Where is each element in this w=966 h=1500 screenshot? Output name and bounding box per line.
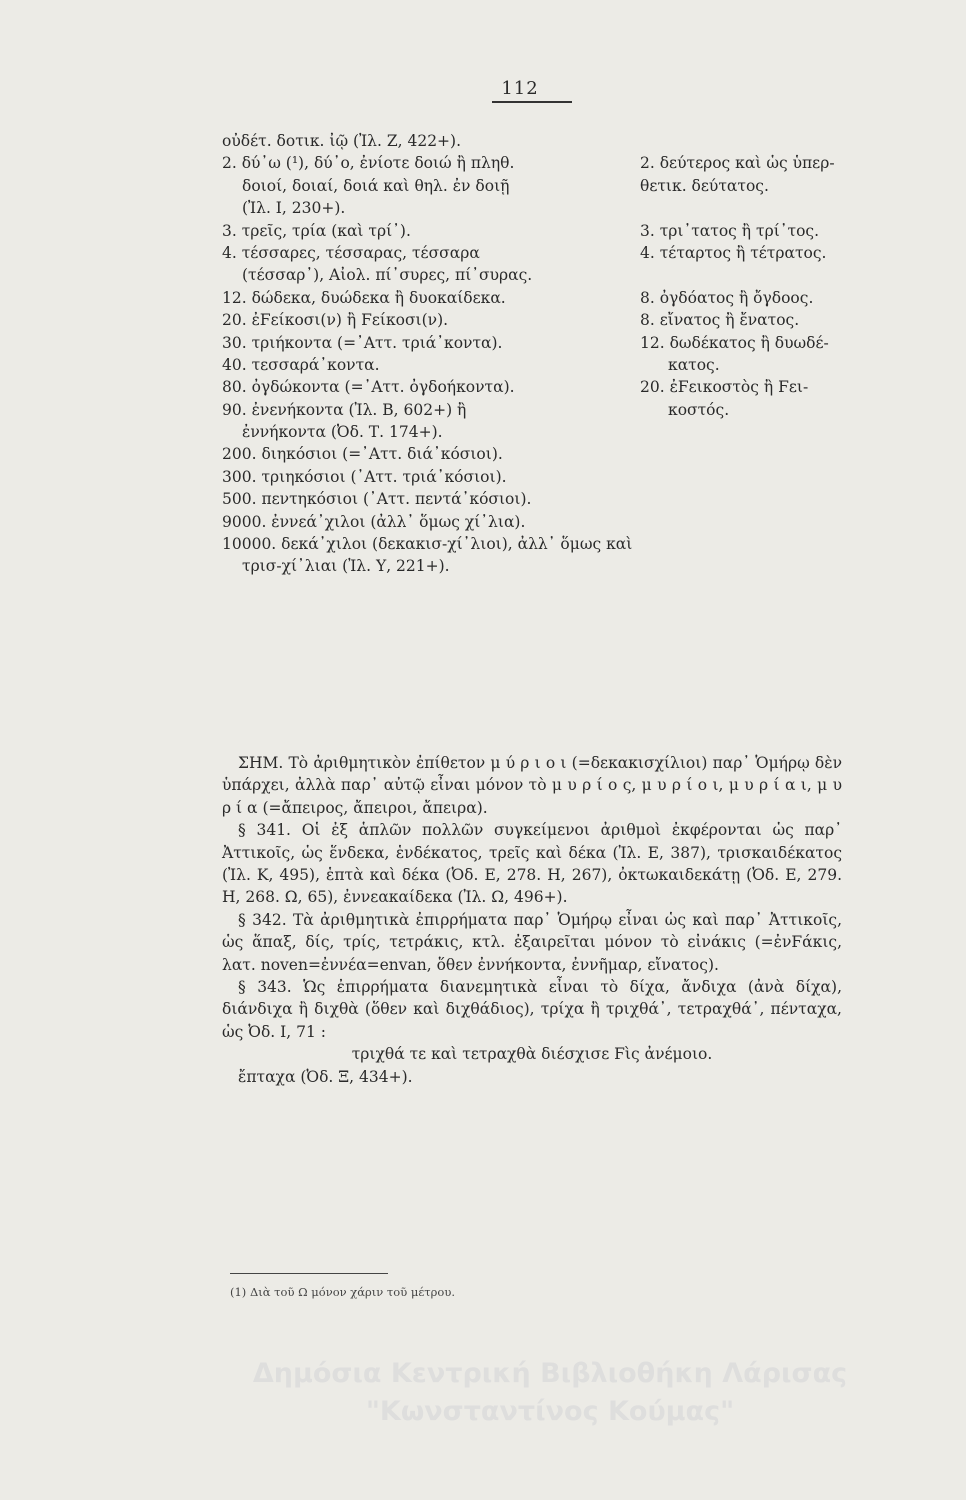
cardinal-entry: (Ἰλ. Ι, 230+).: [242, 199, 346, 218]
cardinal-entry: 200. διηκόσιοι (=᾽Αττ. διά᾽κόσιοι).: [222, 445, 503, 464]
cardinal-entry: 80. ὀγδώκοντα (=᾽Αττ. ὀγδοήκοντα).: [222, 378, 515, 397]
cardinal-entry: 9000. ἐννεά᾽χιλοι (ἀλλ᾽ ὅμως χί᾽λια).: [222, 512, 526, 531]
ordinal-entry: 20. ἐϜεικοστὸς ἢ Ϝει-: [640, 378, 809, 397]
body-text: [222, 752, 842, 1088]
numeral-row: [222, 376, 842, 398]
cardinal-entry: δοιοί, δοιαί, δοιά καὶ θηλ. ἐν δοιῇ: [242, 176, 510, 195]
cardinal-entry: 4. τέσσαρες, τέσσαρας, τέσσαρα: [222, 243, 480, 262]
stamp-line-2: "Κωνσταντίνος Κούμας": [365, 1396, 735, 1427]
numeral-row: [222, 421, 842, 443]
numeral-row: [222, 466, 842, 488]
numeral-row: [222, 555, 842, 577]
numeral-row: [222, 264, 842, 286]
numeral-row: [222, 309, 842, 331]
cardinal-entry: τρισ-χί᾽λιαι (Ἰλ. Υ, 221+).: [242, 557, 450, 576]
numeral-row: [222, 399, 842, 421]
paragraph: ἔπταχα (Ὀδ. Ξ, 434+).: [238, 1067, 413, 1086]
page-number-rule: [492, 101, 572, 103]
numeral-row: [222, 220, 842, 242]
ordinal-entry: 2. δεύτερος καὶ ὡς ὑπερ-: [640, 154, 835, 173]
paragraph: τριχθά τε καὶ τετραχθὰ διέσχισε Ϝὶς ἀνέμοιο.: [351, 1045, 713, 1064]
ordinal-entry: κατος.: [668, 355, 720, 374]
numeral-row: [222, 130, 842, 152]
cardinal-entry: (τέσσαρ᾽), Αἰολ. πί᾽συρες, πί᾽συρας.: [242, 266, 533, 285]
numeral-row: [222, 533, 842, 555]
paragraph: ΣΗΜ. Τὸ ἀριθμητικὸν ἐπίθετον μ ύ ρ ι ο ι (=δεκακισχίλιοι) παρ᾽ Ὁμήρῳ δὲν ὑπάρχει, ἀλλὰ παρ᾽ αὐτῷ εἶναι μόνον τὸ μ υ ρ ί ο ς, μ υ ρ ί ο ι, μ υ ρ ί α ι, μ υ ρ ί α (=ἄπειρος, ἄπειροι, ἄπειρα).: [222, 754, 842, 817]
cardinal-entry: 3. τρεῖς, τρία (καὶ τρί᾽).: [222, 221, 411, 240]
library-stamp: [190, 1355, 910, 1431]
footnote-rule: [230, 1273, 388, 1274]
cardinal-entry: 10000. δεκά᾽χιλοι (δεκακισ-χί᾽λιοι), ἀλλ᾽ ὅμως καὶ: [222, 535, 633, 554]
numeral-table: [222, 130, 842, 578]
cardinal-entry: 300. τριηκόσιοι (᾽Αττ. τριά᾽κόσιοι).: [222, 467, 507, 486]
cardinal-entry: ἐννήκοντα (Ὀδ. Τ. 174+).: [242, 423, 443, 442]
paragraph: § 341. Οἱ ἐξ ἁπλῶν πολλῶν συγκείμενοι ἀριθμοὶ ἐκφέρονται ὡς παρ᾽ Ἀττικοῖς, ὡς ἕνδεκα, ἑνδέκατος, τρεῖς καὶ δέκα (Ἰλ. Ε, 387), τρισκαιδέκατος (Ἰλ. Κ, 495), ἑπτὰ καὶ δέκα (Ὀδ. Ε, 278. Η, 267), ὀκτωκαιδεκάτῃ (Ὀδ. Ε, 279. Η, 268. Ω, 65), ἐννεακαίδεκα (Ἰλ. Ω, 496+).: [222, 821, 842, 907]
ordinal-entry: 4. τέταρτος ἢ τέτρατος.: [640, 243, 827, 262]
numeral-row: [222, 175, 842, 197]
numeral-row: [222, 354, 842, 376]
ordinal-entry: θετικ. δεύτατος.: [640, 176, 769, 195]
numeral-row: [222, 443, 842, 465]
footnote: (1) Διὰ τοῦ Ω μόνον χάριν τοῦ μέτρου.: [230, 1285, 455, 1299]
cardinal-entry: 12. δώδεκα, δυώδεκα ἢ δυοκαίδεκα.: [222, 288, 506, 307]
cardinal-entry: 500. πεντηκόσιοι (᾽Αττ. πεντά᾽κόσιοι).: [222, 490, 532, 509]
numeral-row: [222, 287, 842, 309]
stamp-line-1: Δημόσια Κεντρική Βιβλιοθήκη Λάρισας: [252, 1358, 848, 1389]
ordinal-entry: κοστός.: [668, 400, 730, 419]
numeral-row: [222, 332, 842, 354]
paragraph: § 342. Τὰ ἀριθμητικὰ ἐπιρρήματα παρ᾽ Ὁμήρῳ εἶναι ὡς καὶ παρ᾽ Ἀττικοῖς, ὡς ἅπαξ, δίς, τρίς, τετράκις, κτλ. ἐξαιρεῖται μόνον τὸ εἰνάκις (=ἐνϜάκις, λατ. noven=ἐννέα=envan, ὅθεν ἐννήκοντα, ἐννῆμαρ, εἴνατος).: [222, 910, 842, 974]
numeral-row: [222, 197, 842, 219]
ordinal-entry: 8. εἴνατος ἢ ἔνατος.: [640, 311, 800, 330]
ordinal-entry: 12. δωδέκατος ἢ δυωδέ-: [640, 333, 829, 352]
page-number: 112: [501, 78, 539, 99]
cardinal-entry: 40. τεσσαρά᾽κοντα.: [222, 355, 380, 374]
cardinal-entry: 20. ἐϜείκοσι(ν) ἢ Ϝείκοσι(ν).: [222, 311, 449, 330]
numeral-row: [222, 152, 842, 174]
cardinal-entry: 2. δύ᾽ω (¹), δύ᾽ο, ἐνίοτε δοιώ ἢ πληθ.: [222, 154, 515, 173]
ordinal-entry: 8. ὀγδόατος ἢ ὄγδοος.: [640, 288, 814, 307]
cardinal-entry: 90. ἐνενήκοντα (Ἰλ. Β, 602+) ἢ: [222, 400, 467, 419]
paragraph: § 343. Ὡς ἐπιρρήματα διανεμητικὰ εἶναι τὸ δίχα, ἄνδιχα (ἀνὰ δίχα), διάνδιχα ἢ διχθὰ (ὅθεν καὶ διχθάδιος), τρίχα ἢ τριχθά᾽, τετραχθά᾽, πένταχα, ὡς Ὀδ. Ι, 71 :: [222, 978, 842, 1041]
numeral-row: [222, 511, 842, 533]
cardinal-entry: οὐδέτ. δοτικ. ἰῷ (Ἰλ. Ζ, 422+).: [222, 132, 462, 150]
cardinal-entry: 30. τριήκοντα (=᾽Αττ. τριά᾽κοντα).: [222, 333, 503, 352]
numeral-row: [222, 488, 842, 510]
ordinal-entry: 3. τρι᾽τατος ἢ τρί᾽τος.: [640, 221, 820, 240]
numeral-row: [222, 242, 842, 264]
